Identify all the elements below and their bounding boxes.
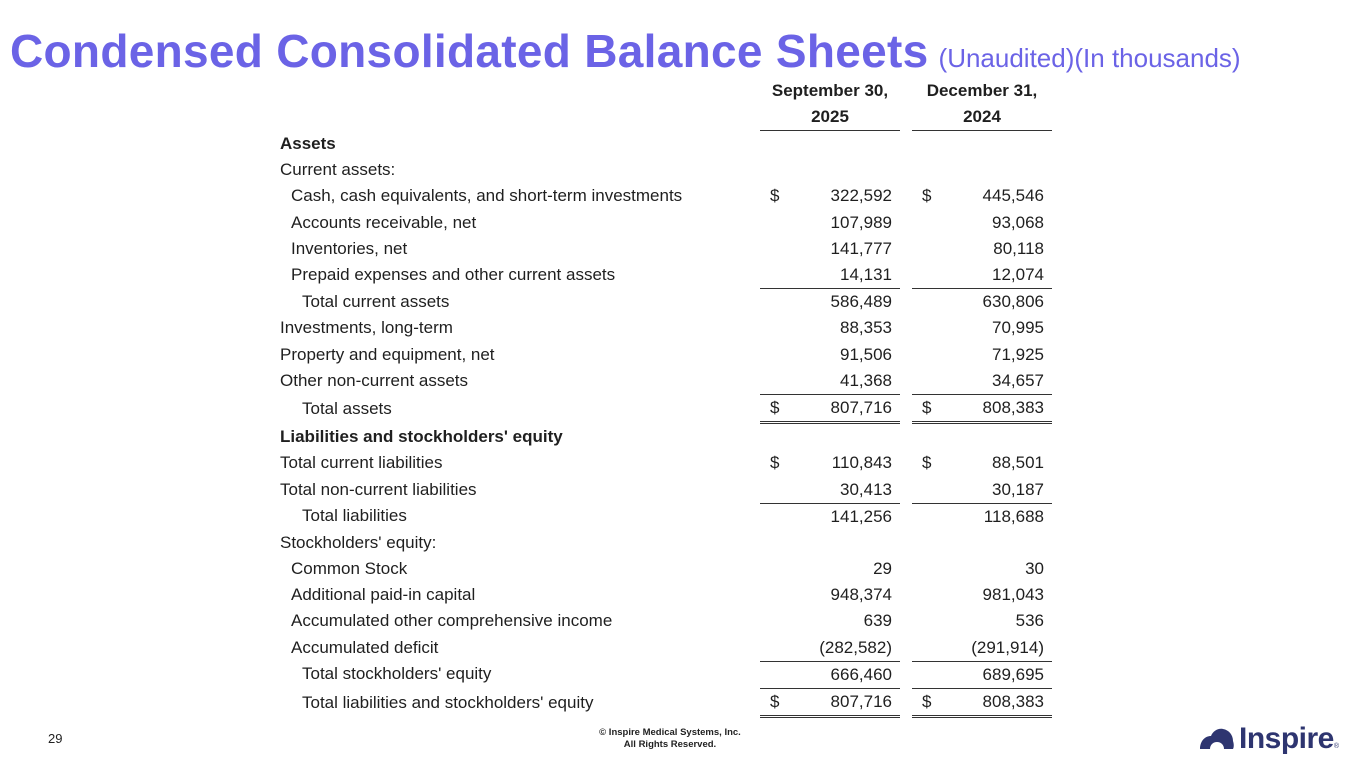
value-dec-2024: 808,383 (982, 692, 1044, 712)
value-dec-2024: 12,074 (992, 265, 1044, 285)
currency-symbol: $ (922, 397, 932, 417)
value-sep-2025: 110,843 (831, 453, 892, 473)
value-sep-2025: 141,777 (830, 238, 892, 258)
currency-symbol: $ (922, 692, 932, 712)
value-dec-2024: (291,914) (971, 637, 1044, 657)
table-row (276, 661, 1052, 688)
table-row (276, 688, 1052, 718)
currency-symbol: $ (922, 186, 932, 206)
table-row (276, 556, 1052, 582)
row-label: Inventories, net (291, 238, 408, 258)
balance-sheet-table (276, 78, 1052, 718)
cloud-icon (1198, 727, 1236, 751)
copyright-notice (560, 727, 780, 751)
row-label: Total liabilities (302, 506, 407, 526)
row-label: Assets (280, 134, 336, 154)
row-label: Total non-current liabilities (280, 479, 477, 499)
title-main: Condensed Consolidated Balance Sheets (10, 25, 929, 77)
col1-header-line1: September 30, (771, 81, 889, 100)
value-dec-2024: 88,501 (992, 453, 1044, 473)
copyright-line-2: All Rights Reserved. (623, 739, 717, 750)
table-row (276, 530, 1052, 556)
value-sep-2025: 807,716 (830, 692, 892, 712)
row-label: Accumulated other comprehensive income (291, 611, 613, 631)
header-row-2 (276, 104, 1052, 131)
row-label: Property and equipment, net (280, 344, 495, 364)
value-sep-2025: 107,989 (830, 212, 892, 232)
row-label: Accumulated deficit (291, 637, 439, 657)
value-sep-2025: 948,374 (830, 585, 892, 605)
table-row (276, 582, 1052, 608)
currency-symbol: $ (770, 397, 780, 417)
row-label: Accounts receivable, net (291, 212, 477, 232)
table-row (276, 210, 1052, 236)
value-sep-2025: 88,353 (840, 318, 892, 338)
logo-wordmark: Inspire (1239, 722, 1334, 755)
table-row (276, 157, 1052, 183)
table-row (276, 608, 1052, 634)
value-dec-2024: 30 (1025, 559, 1044, 579)
row-label: Investments, long-term (280, 318, 453, 338)
row-label: Total current liabilities (280, 453, 443, 473)
row-label: Additional paid-in capital (291, 585, 476, 605)
table-row (276, 131, 1052, 157)
value-sep-2025: 322,592 (830, 186, 892, 206)
title-subtitle: (Unaudited)(In thousands) (938, 43, 1241, 73)
value-dec-2024: 80,118 (993, 238, 1044, 258)
value-sep-2025: 639 (863, 611, 892, 631)
currency-symbol: $ (770, 186, 780, 206)
currency-symbol: $ (770, 692, 780, 712)
table-row (276, 342, 1052, 368)
value-sep-2025: 807,716 (830, 397, 892, 417)
copyright-line-1: © Inspire Medical Systems, Inc. (599, 727, 741, 738)
value-dec-2024: 808,383 (982, 397, 1044, 417)
table-row (276, 635, 1052, 661)
row-label: Total current assets (302, 291, 450, 311)
row-label: Stockholders' equity: (280, 532, 437, 552)
table-row (276, 476, 1052, 502)
value-dec-2024: 70,995 (992, 318, 1044, 338)
page-number: 29 (48, 731, 63, 746)
table-row (276, 288, 1052, 315)
row-label: Total assets (302, 398, 392, 418)
value-dec-2024: 71,925 (992, 344, 1044, 364)
value-sep-2025: (282,582) (819, 637, 892, 657)
table-row (276, 236, 1052, 262)
value-sep-2025: 30,413 (840, 479, 892, 499)
table-row (276, 394, 1052, 424)
table-row (276, 183, 1052, 209)
value-sep-2025: 91,506 (840, 344, 892, 364)
value-dec-2024: 981,043 (982, 585, 1044, 605)
currency-symbol: $ (770, 453, 780, 473)
value-sep-2025: 14,131 (840, 265, 892, 285)
value-sep-2025: 29 (873, 559, 892, 579)
col2-header-line1: December 31, (926, 81, 1038, 100)
value-sep-2025: 141,256 (830, 506, 892, 526)
table-row (276, 424, 1052, 450)
value-dec-2024: 30,187 (992, 479, 1044, 499)
table-row (276, 450, 1052, 476)
table-row (276, 368, 1052, 394)
row-label: Current assets: (280, 160, 396, 180)
row-label: Cash, cash equivalents, and short-term investments (291, 186, 683, 206)
table-row (276, 315, 1052, 341)
row-label: Total liabilities and stockholders' equity (302, 693, 594, 713)
value-dec-2024: 536 (1015, 611, 1044, 631)
col1-header-line2: 2025 (760, 104, 900, 131)
value-sep-2025: 586,489 (830, 292, 892, 312)
row-label: Prepaid expenses and other current assets (291, 265, 616, 285)
row-label: Total stockholders' equity (302, 664, 492, 684)
value-sep-2025: 666,460 (830, 664, 892, 684)
value-dec-2024: 445,546 (982, 186, 1044, 206)
table-row (276, 503, 1052, 530)
value-dec-2024: 118,688 (983, 506, 1044, 526)
value-dec-2024: 34,657 (992, 370, 1044, 390)
row-label: Other non-current assets (280, 370, 469, 390)
value-dec-2024: 630,806 (982, 292, 1044, 312)
row-label: Liabilities and stockholders' equity (280, 427, 563, 447)
row-label: Common Stock (291, 559, 408, 579)
value-sep-2025: 41,368 (840, 370, 892, 390)
inspire-logo (1198, 722, 1339, 756)
header-row-1 (276, 78, 1052, 104)
value-dec-2024: 93,068 (992, 212, 1044, 232)
currency-symbol: $ (922, 453, 932, 473)
value-dec-2024: 689,695 (982, 664, 1044, 684)
logo-registered-mark: ® (1333, 743, 1340, 750)
page-title (10, 24, 1241, 78)
table-row (276, 262, 1052, 288)
col2-header-line2: 2024 (912, 104, 1052, 131)
